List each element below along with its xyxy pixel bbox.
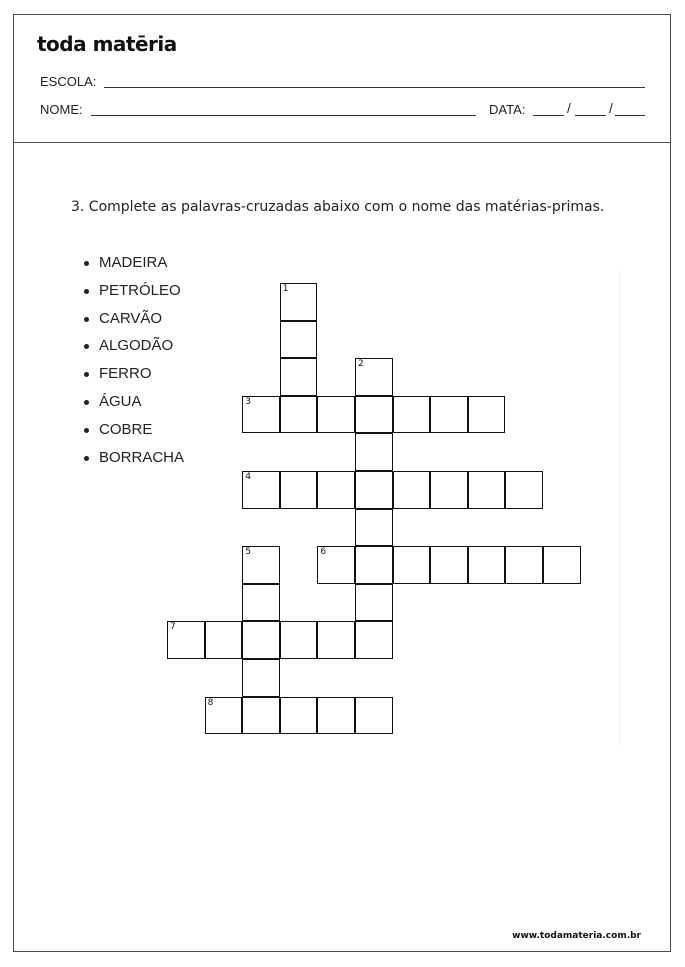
word-item: BORRACHA xyxy=(82,449,184,477)
word-item: CARVÃO xyxy=(82,310,184,338)
exercise-instruction: 3. Complete as palavras-cruzadas abaixo com o nome das matérias-primas. xyxy=(71,199,605,215)
crossword-cell[interactable] xyxy=(355,584,393,622)
crossword-cell[interactable] xyxy=(430,546,468,584)
crossword-cell[interactable] xyxy=(317,697,355,735)
clue-number: 3 xyxy=(245,396,251,407)
crossword-cell[interactable] xyxy=(468,471,506,509)
crossword-cell[interactable] xyxy=(280,358,318,396)
date-label: DATA: xyxy=(489,102,526,117)
clue-number: 4 xyxy=(245,472,251,482)
crossword-cell[interactable] xyxy=(242,659,280,697)
clue-number: 2 xyxy=(358,359,364,370)
date-year-line[interactable] xyxy=(615,115,645,116)
crossword-cell[interactable] xyxy=(242,471,280,509)
crossword-cell[interactable] xyxy=(355,546,393,584)
date-day-line[interactable] xyxy=(533,115,564,116)
crossword-cell[interactable] xyxy=(430,471,468,509)
brand-logo: toda matēria xyxy=(37,32,177,56)
crossword-cell[interactable] xyxy=(355,509,393,547)
date-separator: / xyxy=(567,100,571,116)
word-list xyxy=(82,254,184,476)
word-item: ÁGUA xyxy=(82,393,184,421)
clue-number: 6 xyxy=(320,547,327,558)
crossword-cell[interactable] xyxy=(468,396,506,434)
date-separator: / xyxy=(609,100,613,116)
word-item: COBRE xyxy=(82,421,184,449)
date-month-line[interactable] xyxy=(575,115,606,116)
crossword-cell[interactable] xyxy=(355,471,393,509)
crossword-cell[interactable] xyxy=(242,396,280,434)
crossword-cell[interactable] xyxy=(280,471,318,509)
crossword-cell[interactable] xyxy=(355,358,393,396)
footer-url: www.todamateria.com.br xyxy=(512,931,641,941)
scan-edge xyxy=(619,270,620,745)
crossword-cell[interactable] xyxy=(355,433,393,471)
crossword-cell[interactable] xyxy=(242,584,280,622)
school-input-line[interactable] xyxy=(104,87,645,88)
crossword-cell[interactable] xyxy=(205,621,243,659)
clue-number: 5 xyxy=(245,547,251,558)
crossword-cell[interactable] xyxy=(242,621,280,659)
name-label: NOME: xyxy=(40,102,83,117)
crossword-cell[interactable] xyxy=(393,396,431,434)
crossword-cell[interactable] xyxy=(355,697,393,735)
crossword-cell[interactable] xyxy=(505,546,543,584)
clue-number: 7 xyxy=(170,622,176,633)
clue-number: 8 xyxy=(207,697,214,708)
crossword-cell[interactable] xyxy=(280,396,318,434)
crossword-cell[interactable] xyxy=(543,546,581,584)
word-item: FERRO xyxy=(82,365,184,393)
crossword-cell[interactable] xyxy=(242,546,280,584)
word-item: PETRÓLEO xyxy=(82,282,184,310)
crossword-cell[interactable] xyxy=(355,621,393,659)
crossword-cell[interactable] xyxy=(393,471,431,509)
crossword-cell[interactable] xyxy=(242,697,280,735)
header-divider xyxy=(13,142,671,143)
crossword-cell[interactable] xyxy=(280,621,318,659)
crossword-cell[interactable] xyxy=(280,283,318,321)
crossword-cell[interactable] xyxy=(167,621,205,659)
crossword-cell[interactable] xyxy=(280,321,318,359)
word-item: MADEIRA xyxy=(82,254,184,282)
crossword-cell[interactable] xyxy=(430,396,468,434)
word-item: ALGODÃO xyxy=(82,337,184,365)
name-input-line[interactable] xyxy=(91,115,476,116)
clue-number: 1 xyxy=(282,284,289,294)
crossword-cell[interactable] xyxy=(317,546,355,584)
crossword-cell[interactable] xyxy=(280,697,318,735)
crossword-cell[interactable] xyxy=(205,697,243,735)
crossword-cell[interactable] xyxy=(355,396,393,434)
crossword-cell[interactable] xyxy=(317,396,355,434)
crossword-cell[interactable] xyxy=(505,471,543,509)
school-label: ESCOLA: xyxy=(40,74,97,89)
crossword-cell[interactable] xyxy=(468,546,506,584)
crossword-cell[interactable] xyxy=(393,546,431,584)
crossword-cell[interactable] xyxy=(317,471,355,509)
crossword-cell[interactable] xyxy=(317,621,355,659)
